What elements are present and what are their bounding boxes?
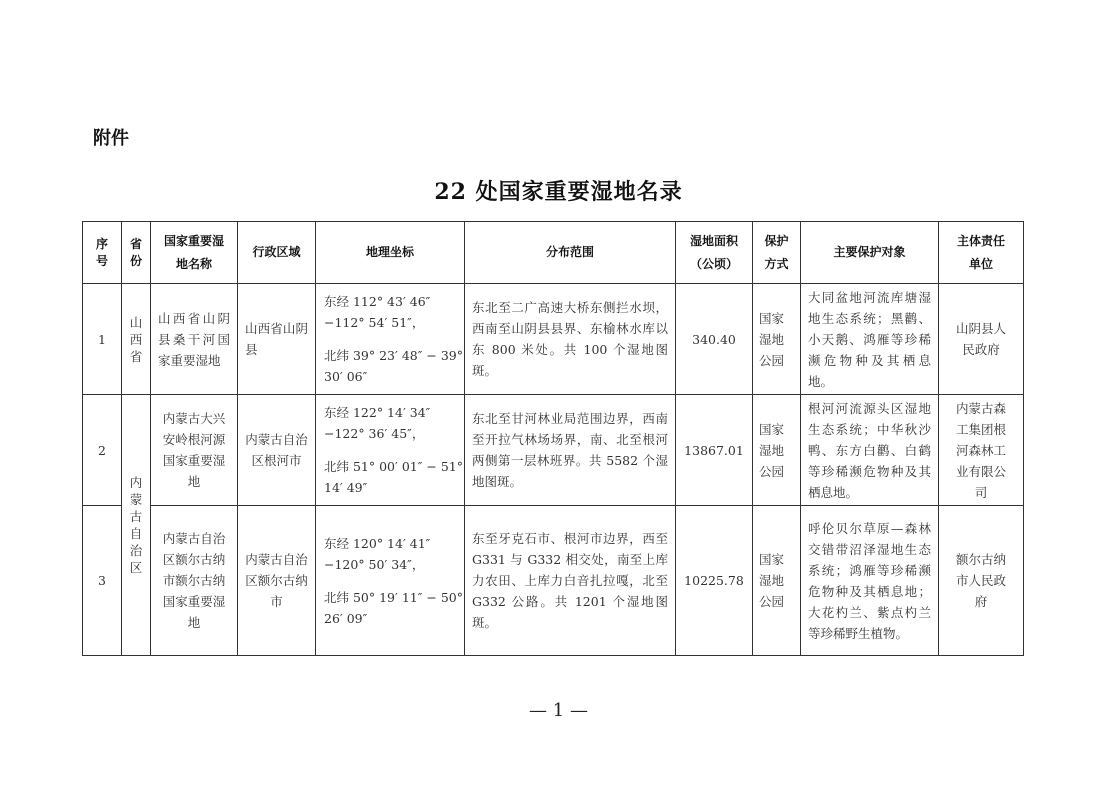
cell-range: 东至牙克石市、根河市边界，西至 G331 与 G332 相交处，南至上库力农田、上库力白音扎拉嘎，北至 G332 公路。共 1201 个湿地图斑。 <box>465 506 676 656</box>
document-title: 22 处国家重要湿地名录 <box>434 179 683 205</box>
cell-admin: 山西省山阴县 <box>238 284 316 395</box>
cell-coords <box>316 284 465 395</box>
table-row <box>83 506 1024 656</box>
header-responsible: 主体责任单位 <box>939 222 1024 284</box>
cell-objects: 根河河流源头区湿地生态系统；中华秋沙鸭、东方白鹳、白鹤等珍稀濒危物种及其栖息地。 <box>801 395 939 506</box>
cell-coords <box>316 506 465 656</box>
longitude-text: 东经 122° 14′ 34″ −122° 36′ 45″， <box>324 405 431 441</box>
header-province: 省份 <box>122 222 151 284</box>
cell-area: 10225.78 <box>676 506 753 656</box>
header-range: 分布范围 <box>465 222 676 284</box>
cell-seq: 2 <box>83 395 122 506</box>
cell-name: 内蒙古大兴安岭根河源国家重要湿地 <box>151 395 238 506</box>
cell-name: 山西省山阴县桑干河国家重要湿地 <box>151 284 238 395</box>
cell-protect: 国家湿地公园 <box>753 506 801 656</box>
cell-objects: 大同盆地河流库塘湿地生态系统；黑鹳、小天鹅、鸿雁等珍稀濒危物种及其栖息地。 <box>801 284 939 395</box>
cell-responsible: 山阴县人民政府 <box>939 284 1024 395</box>
cell-province: 内蒙古自治区 <box>122 395 151 656</box>
table-row <box>83 395 1024 506</box>
wetland-table <box>82 221 1024 656</box>
cell-seq: 1 <box>83 284 122 395</box>
cell-seq: 3 <box>83 506 122 656</box>
cell-admin: 内蒙古自治区根河市 <box>238 395 316 506</box>
cell-protect: 国家湿地公园 <box>753 284 801 395</box>
header-admin: 行政区域 <box>238 222 316 284</box>
header-name: 国家重要湿地名称 <box>151 222 238 284</box>
cell-province: 山西省 <box>122 284 151 395</box>
cell-admin: 内蒙古自治区额尔古纳市 <box>238 506 316 656</box>
cell-range: 东北至甘河林业局范围边界，西南至开拉气林场场界，南、北至根河两侧第一层林班界。共 5582 个湿地图斑。 <box>465 395 676 506</box>
header-coords: 地理坐标 <box>316 222 465 284</box>
cell-protect: 国家湿地公园 <box>753 395 801 506</box>
header-area: 湿地面积（公顷） <box>676 222 753 284</box>
latitude-text: 北纬 39° 23′ 48″ − 39° 30′ 06″ <box>324 348 463 384</box>
longitude-text: 东经 112° 43′ 46″ −112° 54′ 51″， <box>324 294 431 330</box>
table-row <box>83 284 1024 395</box>
cell-responsible: 内蒙古森工集团根河森林工业有限公司 <box>939 395 1024 506</box>
cell-name: 内蒙古自治区额尔古纳市额尔古纳国家重要湿地 <box>151 506 238 656</box>
latitude-text: 北纬 50° 19′ 11″ − 50° 26′ 09″ <box>324 589 463 626</box>
cell-objects: 呼伦贝尔草原—森林交错带沼泽湿地生态系统；鸿雁等珍稀濒危物种及其栖息地；大花杓兰、紫点杓兰等珍稀野生植物。 <box>801 506 939 656</box>
cell-responsible: 额尔古纳市人民政府 <box>939 506 1024 656</box>
header-objects: 主要保护对象 <box>801 222 939 284</box>
cell-range: 东北至二广高速大桥东侧拦水坝，西南至山阴县县界、东榆林水库以东 800 米处。共 100 个湿地图斑。 <box>465 284 676 395</box>
table-header-row <box>83 222 1024 284</box>
latitude-text: 北纬 51° 00′ 01″ − 51° 14′ 49″ <box>324 459 463 495</box>
attachment-label: 附件 <box>93 128 129 149</box>
header-seq: 序号 <box>83 222 122 284</box>
header-protect: 保护方式 <box>753 222 801 284</box>
page-number: — 1 — <box>529 700 588 721</box>
cell-area: 340.40 <box>676 284 753 395</box>
cell-coords <box>316 395 465 506</box>
cell-area: 13867.01 <box>676 395 753 506</box>
longitude-text: 东经 120° 14′ 41″ −120° 50′ 34″， <box>324 535 431 572</box>
